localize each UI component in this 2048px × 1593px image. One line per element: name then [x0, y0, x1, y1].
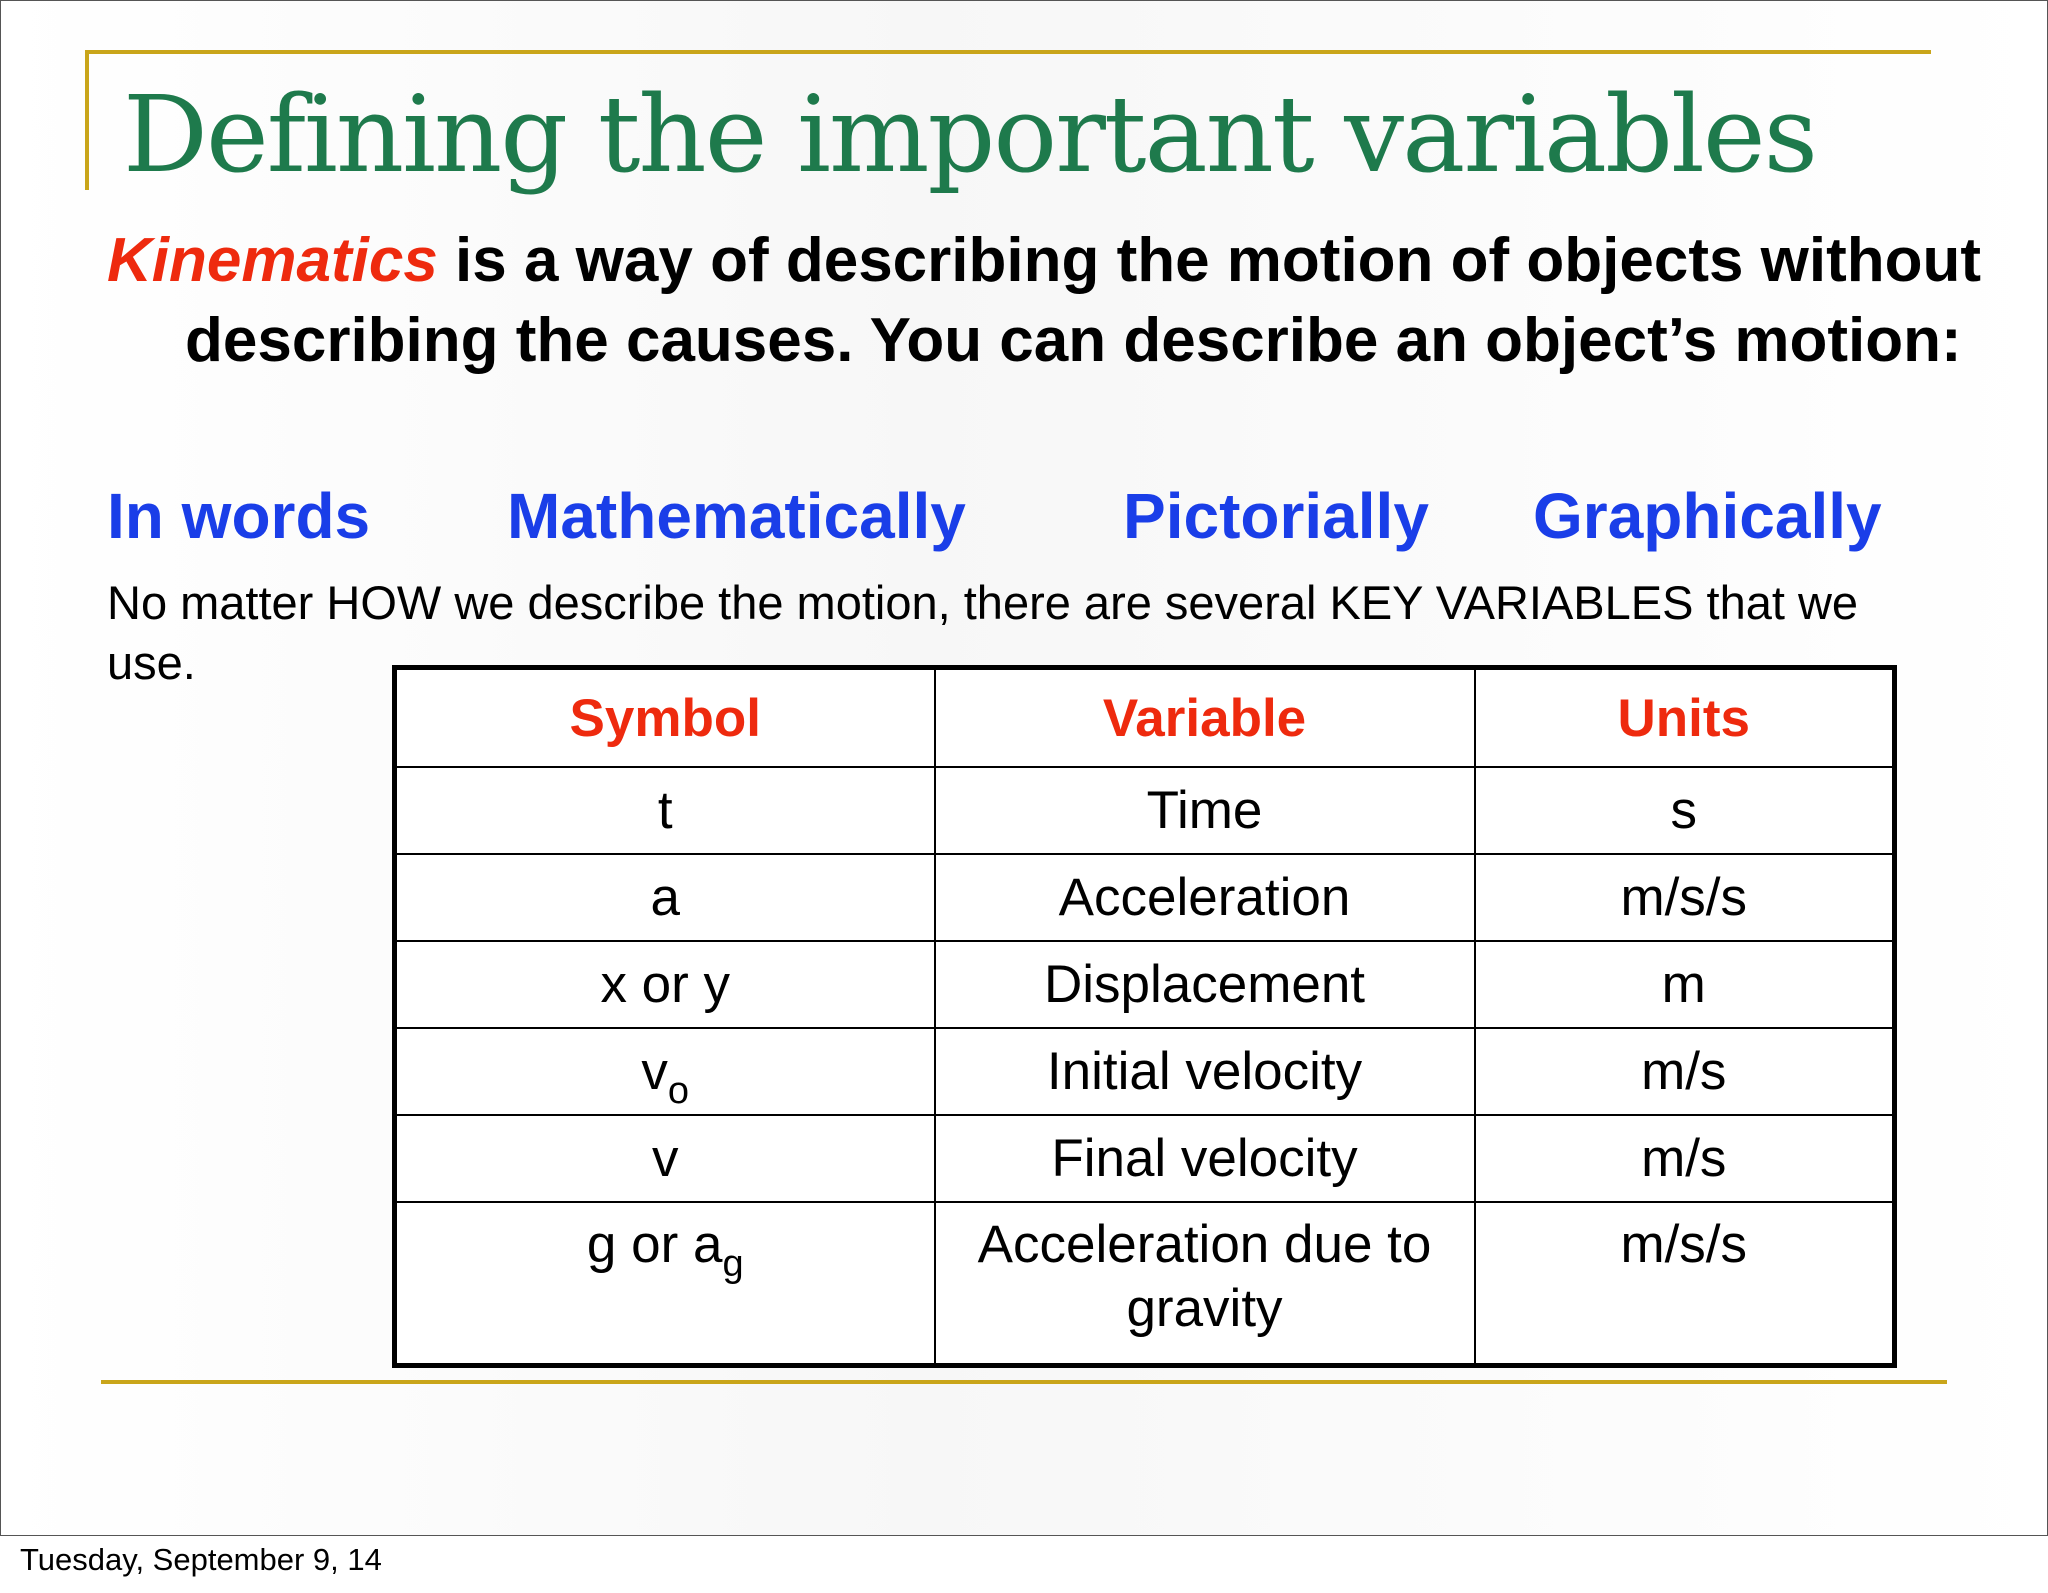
- header-symbol: Symbol: [395, 668, 935, 768]
- footer-date: Tuesday, September 9, 14: [20, 1542, 382, 1577]
- units-cell: m/s: [1475, 1115, 1895, 1202]
- top-accent-rule: [85, 50, 1931, 54]
- symbol-text: a: [650, 867, 680, 927]
- symbol-cell: [395, 1202, 935, 1366]
- intro-text: is a way of describing the motion of objects without describing the causes. You can describe an object’s motion:: [185, 226, 1982, 375]
- method-in-words: In words: [107, 480, 371, 552]
- table-row: [395, 767, 1895, 854]
- variables-table: [392, 665, 1897, 1368]
- key-variables-note: No matter HOW we describe the motion, there are several KEY VARIABLES that we use.: [107, 576, 1859, 689]
- table-row: [395, 1115, 1895, 1202]
- header-variable: Variable: [935, 668, 1475, 768]
- symbol-subscript: o: [667, 1069, 690, 1112]
- units-cell: m/s/s: [1475, 854, 1895, 941]
- symbol-cell: [395, 941, 935, 1028]
- table-row: [395, 1202, 1895, 1366]
- description-methods: [107, 479, 1967, 559]
- variable-cell: Final velocity: [935, 1115, 1475, 1202]
- left-accent-rule: [85, 50, 89, 190]
- variable-cell: Initial velocity: [935, 1028, 1475, 1115]
- units-cell: m: [1475, 941, 1895, 1028]
- table-row: [395, 854, 1895, 941]
- symbol-text: v: [641, 1041, 668, 1101]
- method-mathematically: Mathematically: [507, 480, 966, 552]
- units-cell: s: [1475, 767, 1895, 854]
- variable-cell: Acceleration due to gravity: [935, 1202, 1475, 1366]
- variable-cell: Time: [935, 767, 1475, 854]
- symbol-text: x or y: [600, 954, 731, 1014]
- symbol-cell: [395, 1115, 935, 1202]
- symbol-subscript: g: [722, 1243, 744, 1285]
- units-cell: m/s/s: [1475, 1202, 1895, 1366]
- method-graphically: Graphically: [1533, 480, 1882, 552]
- method-pictorially: Pictorially: [1123, 480, 1429, 552]
- intro-paragraph: [107, 221, 2045, 381]
- table-header-row: [395, 668, 1895, 768]
- variable-cell: Displacement: [935, 941, 1475, 1028]
- symbol-cell: [395, 1028, 935, 1115]
- symbol-text: v: [652, 1128, 679, 1188]
- header-units: Units: [1475, 668, 1895, 768]
- table-row: [395, 1028, 1895, 1115]
- variable-cell: Acceleration: [935, 854, 1475, 941]
- symbol-cell: [395, 854, 935, 941]
- table-row: [395, 941, 1895, 1028]
- kinematics-term: Kinematics: [107, 226, 438, 295]
- slide-title: Defining the important variables: [123, 73, 1816, 196]
- symbol-text: g or a: [586, 1215, 723, 1274]
- symbol-cell: [395, 767, 935, 854]
- units-cell: m/s: [1475, 1028, 1895, 1115]
- bottom-accent-rule: [101, 1380, 1947, 1384]
- symbol-text: t: [657, 780, 673, 840]
